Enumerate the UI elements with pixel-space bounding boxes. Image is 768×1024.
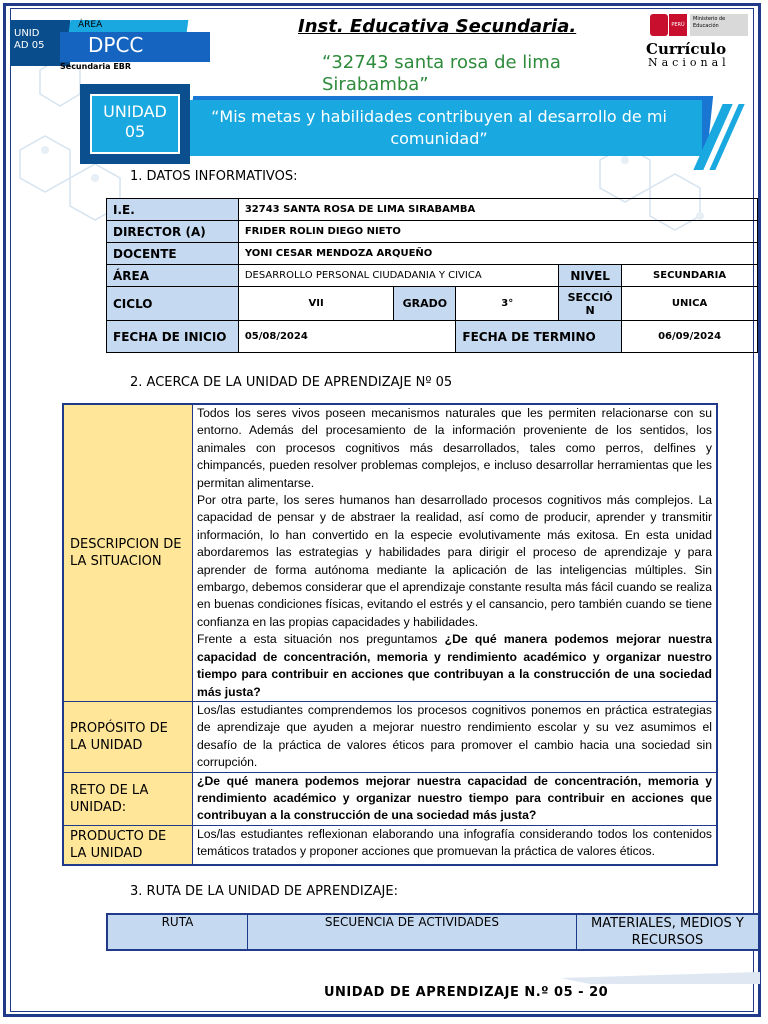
ie-value: 32743 SANTA ROSA DE LIMA SIRABAMBA (238, 199, 757, 221)
materiales-column-header: MATERIALES, MEDIOS Y RECURSOS (576, 914, 759, 950)
table-row (63, 404, 717, 701)
docente-value: YONI CESAR MENDOZA ARQUEÑO (238, 243, 757, 265)
ciclo-label: CICLO (107, 287, 239, 321)
table-row (107, 914, 759, 950)
area-label: ÁREA (107, 265, 239, 287)
descripcion-label: DESCRIPCION DE LA SITUACION (63, 404, 193, 701)
unit-number-box (90, 94, 180, 154)
reto-text: ¿De qué manera podemos mejorar nuestra capacidad de concentración, memoria y rendimiento académico y organizar nuestro tiempo para contribuir en acciones que contribuyan a la construcción de una sociedad más justa? (193, 772, 718, 825)
producto-text: Los/las estudiantes reflexionan elaborando una infografía considerando todos los contenidos temáticos tratados y proponer acciones que promuevan la práctica de valores éticos. (193, 825, 718, 865)
ie-label: I.E. (107, 199, 239, 221)
unit-title: “Mis metas y habilidades contribuyen al desarrollo de mi comunidad” (211, 107, 667, 148)
docente-label: DOCENTE (107, 243, 239, 265)
ruta-column-header: RUTA (107, 914, 247, 950)
section-heading-datos: 1. DATOS INFORMATIVOS: (130, 169, 298, 184)
footer-text: UNIDAD DE APRENDIZAJE N.º 05 - 20 (324, 985, 609, 1000)
section-heading-ruta: 3. RUTA DE LA UNIDAD DE APRENDIZAJE: (130, 884, 398, 899)
reto-label: RETO DE LA UNIDAD: (63, 772, 193, 825)
proposito-text: Los/las estudiantes comprendemos los procesos cognitivos ponemos en práctica estrategias de aprendizaje que ayuden a mejorar nuestro rendimiento escolar y su vez asumimos el desafío de la práctica de valores éticos para promover el cambio hacia una sociedad sin corrupción. (193, 701, 718, 772)
ciclo-value: VII (238, 287, 394, 321)
nivel-value: SECUNDARIA (622, 265, 758, 287)
peru-shield-icon (650, 14, 668, 36)
logo-nacional: Nacional (648, 56, 730, 69)
table-row (63, 772, 717, 825)
table-row (107, 287, 758, 321)
fecha-termino-value: 06/09/2024 (622, 321, 758, 353)
table-row (107, 221, 758, 243)
table-row (107, 199, 758, 221)
fecha-inicio-label: FECHA DE INICIO (107, 321, 239, 353)
info-table (106, 198, 758, 353)
logo-curriculo: Currículo (646, 40, 727, 58)
seccion-label: SECCIÓ N (559, 287, 622, 321)
grado-label: GRADO (394, 287, 456, 321)
director-value: FRIDER ROLIN DIEGO NIETO (238, 221, 757, 243)
badge-level-label: Secundaria EBR (60, 62, 132, 71)
unit-label: UNIDAD (103, 102, 167, 121)
fecha-inicio-value: 05/08/2024 (238, 321, 456, 353)
fecha-termino-label: FECHA DE TERMINO (456, 321, 622, 353)
table-row (107, 321, 758, 353)
logo-peru-label: PERÚ (669, 14, 687, 36)
secuencia-column-header: SECUENCIA DE ACTIVIDADES (247, 914, 576, 950)
badge-area-label: ÁREA (78, 20, 103, 30)
about-table (62, 403, 718, 866)
question-bold: ¿De qué manera podemos mejorar nuestra capacidad de concentración, memoria y rendimiento académico y organizar nuestro tiempo para contribuir en acciones que contribuyan a la construcción de una sociedad más justa? (197, 632, 712, 699)
institution-title: Inst. Educativa Secundaria. (298, 16, 577, 37)
proposito-label: PROPÓSITO DE LA UNIDAD (63, 701, 193, 772)
ruta-table (106, 913, 760, 951)
director-label: DIRECTOR (A) (107, 221, 239, 243)
producto-label: PRODUCTO DE LA UNIDAD (63, 825, 193, 865)
logo-ministry-label: Ministerio de Educación (690, 14, 748, 36)
nivel-label: NIVEL (559, 265, 622, 287)
table-row (63, 701, 717, 772)
descripcion-cell (193, 404, 718, 701)
question-lead: Frente a esta situación nos preguntamos (197, 632, 445, 647)
grado-value: 3° (456, 287, 559, 321)
table-row (107, 243, 758, 265)
table-row (63, 825, 717, 865)
section-heading-acerca: 2. ACERCA DE LA UNIDAD DE APRENDIZAJE Nº 05 (130, 375, 453, 390)
badge-unit-label: UNID AD 05 (14, 28, 45, 51)
seccion-value: UNICA (622, 287, 758, 321)
table-row (107, 265, 758, 287)
descripcion-paragraph: Por otra parte, los seres humanos han desarrollado procesos cognitivos más complejos. La capacidad de pensar y de abstraer la realidad, así como de producir, aprender y transmitir información, lo han convertido en la especie evolutivamente más exitosa. En esta unidad abordaremos las estrategias y habilidades para dirigir el proceso de aprendizaje y para aprender de forma autónoma mediante la aplicación de las inteligencias múltiples. Sin embargo, debemos considerar que el aprendizaje constante resulta más fácil cuando se realiza en buenas condiciones físicas, evitando el estrés y el cansancio, pero también cuando se tiene confianza en las propias capacidades y habilidades. (197, 493, 712, 629)
school-name: “32743 santa rosa de lima Sirabamba” (322, 52, 561, 95)
area-value: DESARROLLO PERSONAL CIUDADANIA Y CIVICA (238, 265, 558, 287)
descripcion-paragraph: Todos los seres vivos poseen mecanismos naturales que les permiten relacionarse con su entorno. Además del procesamiento de la información proveniente de los sentidos, los animales con procesos cognitivos más desarrollados, tales como perros, delfines y chimpancés, pueden resolver problemas complejos, e incluso desarrollar herramientas que les permitan alimentarse. (197, 406, 712, 490)
badge-area-code: DPCC (88, 33, 144, 57)
unit-number: 05 (124, 122, 146, 141)
descripcion-question (197, 631, 712, 701)
